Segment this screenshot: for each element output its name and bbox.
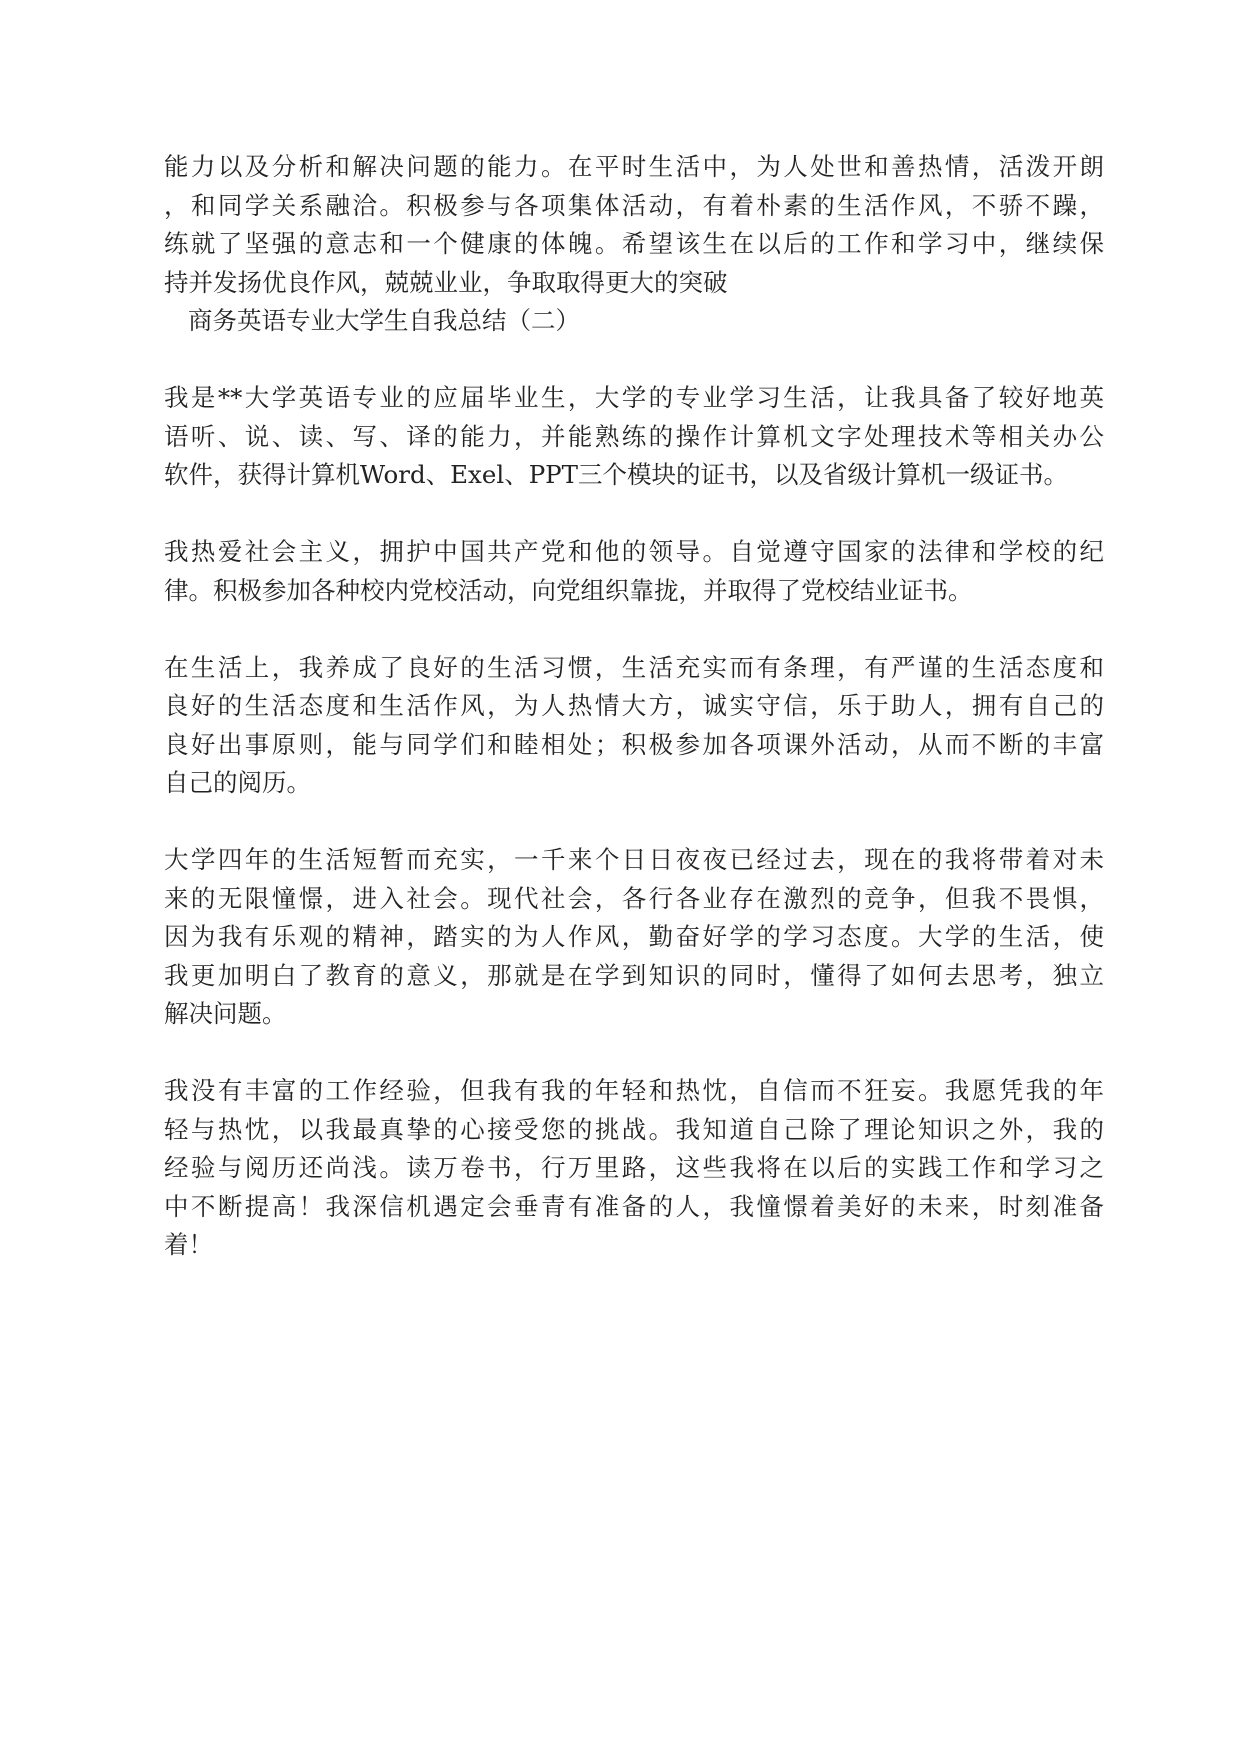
text-line: 着！ [164,1230,213,1259]
text-line: 中不断提高！我深信机遇定会垂青有准备的人，我憧憬着美好的未来，时刻准备 [164,1191,1104,1221]
text-line: 轻与热忱，以我最真挚的心接受您的挑战。我知道自己除了理论知识之外，我的 [164,1114,1104,1144]
text-line: 在生活上，我养成了良好的生活习惯，生活充实而有条理，有严谨的生活态度和 [164,652,1104,682]
text-line: 因为我有乐观的精神，踏实的为人作风，勤奋好学的学习态度。大学的生活，使 [164,922,1104,951]
text-line: 律。积极参加各种校内党校活动，向党组织靠拢，并取得了党校结业证书。 [164,575,973,605]
text-line: 解决问题。 [164,999,287,1028]
text-line: 良好出事原则，能与同学们和睦相处；积极参加各项课外活动，从而不断的丰富 [164,729,1104,759]
text-line: 我更加明白了教育的意义，那就是在学到知识的同时，懂得了如何去思考，独立 [164,960,1104,990]
text-line: 大学四年的生活短暂而充实，一千来个日日夜夜已经过去，现在的我将带着对未 [164,845,1104,874]
text-line: 我热爱社会主义，拥护中国共产党和他的领导。自觉遵守国家的法律和学校的纪 [164,537,1104,566]
text-line: 我是**大学英语专业的应届毕业生，大学的专业学习生活，让我具备了较好地英 [164,383,1104,412]
text-line: ，和同学关系融洽。积极参与各项集体活动，有着朴素的生活作风，不骄不躁， [164,190,1104,220]
document-body [164,148,1104,1265]
intro-paragraph [164,148,1104,302]
text-line: 语听、说、读、写、译的能力，并能熟练的操作计算机文字处理技术等相关办公 [164,421,1104,451]
text-line: 练就了坚强的意志和一个健康的体魄。希望该生在以后的工作和学习中，继续保 [164,229,1104,258]
text-line: 经验与阅历还尚浅。读万卷书，行万里路，这些我将在以后的实践工作和学习之 [164,1153,1104,1182]
paragraph-4 [164,841,1104,1034]
text-line: 自己的阅历。 [164,768,311,797]
paragraph-3 [164,649,1104,803]
text-line: 软件，获得计算机Word、Exel、PPT三个模块的证书，以及省级计算机一级证书。 [164,460,1069,489]
paragraph-gap [164,341,1104,380]
text-line: 来的无限憧憬，进入社会。现代社会，各行各业存在激烈的竞争，但我不畏惧， [164,883,1104,913]
paragraph-gap [164,495,1104,534]
section-title: 商务英语专业大学生自我总结（二） [188,306,580,335]
text-line: 良好的生活态度和生活作风，为人热情大方，诚实守信，乐于助人，拥有自己的 [164,691,1104,720]
text-line: 能力以及分析和解决问题的能力。在平时生活中，为人处世和善热情，活泼开朗 [164,152,1104,181]
paragraph-1 [164,379,1104,495]
text-line: 持并发扬优良作风，兢兢业业，争取取得更大的突破 [164,267,728,297]
paragraph-gap [164,610,1104,649]
paragraph-5 [164,1072,1104,1265]
paragraph-2 [164,533,1104,610]
paragraph-gap [164,1034,1104,1073]
text-line: 我没有丰富的工作经验，但我有我的年轻和热忱，自信而不狂妄。我愿凭我的年 [164,1076,1104,1105]
paragraph-gap [164,803,1104,842]
